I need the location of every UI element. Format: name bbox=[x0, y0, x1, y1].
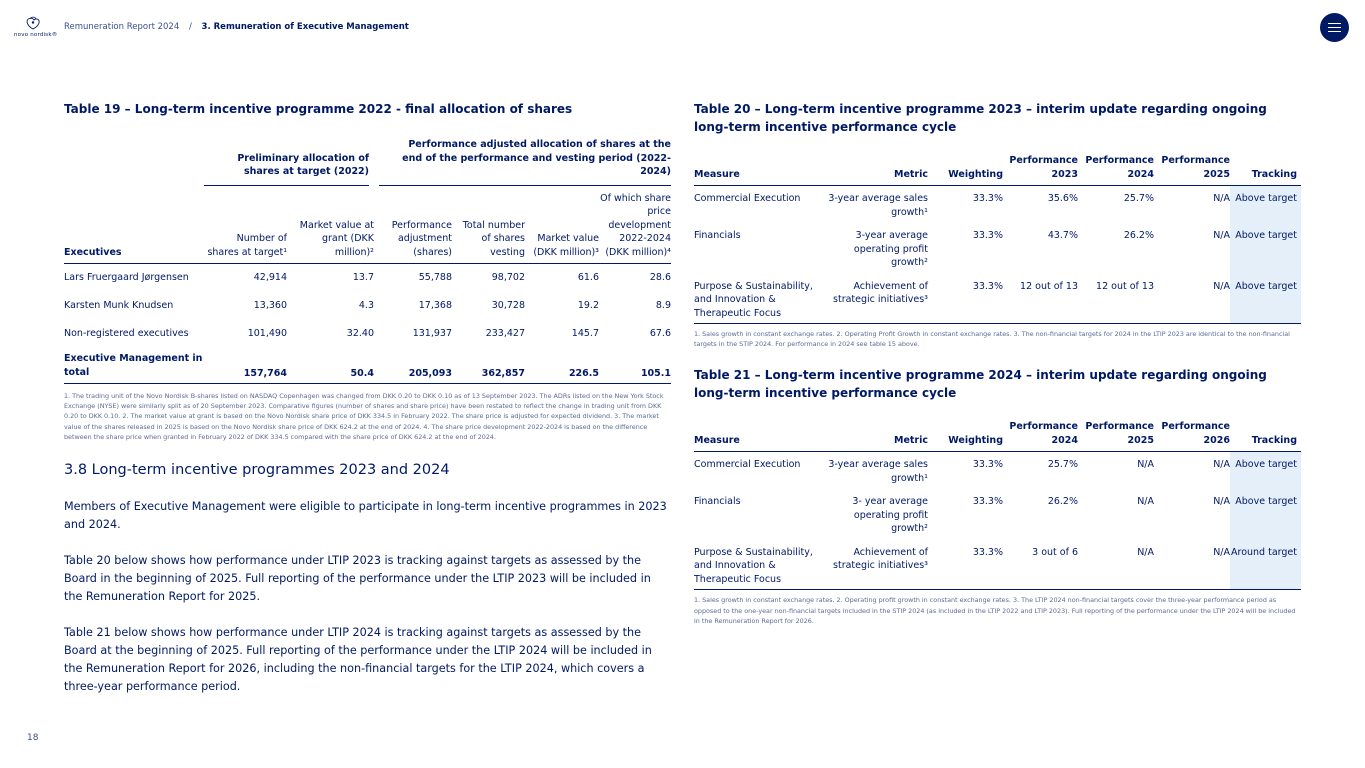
table21-cell: N/A bbox=[1137, 496, 1154, 508]
table20 bbox=[694, 154, 1301, 324]
table-row bbox=[64, 316, 671, 344]
table20-col-performance-2025: Performance 2025 bbox=[1161, 155, 1230, 180]
table19-cell: 28.6 bbox=[649, 272, 671, 283]
section-paragraph: Table 20 below shows how performance under LTIP 2023 is tracking against targets as assessed by the Board in the beginning of 2025. Full reporting of the performance under the LTIP 2023 will be included in the Remuneration Report for 2025. bbox=[64, 554, 651, 604]
table19-cell: 233,427 bbox=[485, 328, 525, 339]
table19-col-executives: Executives bbox=[64, 246, 122, 258]
table21-cell: Commercial Execution bbox=[694, 459, 801, 471]
table19-cell: 30,728 bbox=[491, 300, 525, 311]
table19-col-market-value: Market value (DKK million)³ bbox=[533, 233, 599, 258]
table19-cell: 61.6 bbox=[577, 272, 599, 283]
table19-cell: 145.7 bbox=[571, 328, 599, 339]
table-row bbox=[64, 264, 671, 289]
table19-col-share-price-development: Of which share price development 2022-2024 (DKK million)⁴ bbox=[600, 192, 671, 258]
table20-title: Table 20 – Long-term incentive programme 2023 – interim update regarding ongoing long-term incentive performance cycle bbox=[694, 102, 1267, 134]
table20-cell: N/A bbox=[1213, 230, 1230, 241]
table21-cell: Achievement of strategic initiatives³ bbox=[833, 546, 928, 572]
table20-cell: 35.6% bbox=[1047, 193, 1078, 204]
table19-cell: Karsten Munk Knudsen bbox=[64, 300, 174, 311]
table19-cell: Non-registered executives bbox=[64, 328, 189, 339]
table-row bbox=[694, 278, 1301, 324]
table19-col-market-value-grant: Market value at grant (DKK million)² bbox=[299, 219, 374, 258]
table21-cell: N/A bbox=[1137, 546, 1154, 558]
table20-cell: 12 out of 13 bbox=[1020, 280, 1078, 292]
breadcrumb bbox=[64, 22, 409, 32]
table20-cell: N/A bbox=[1213, 280, 1230, 292]
table19-group-preliminary: Preliminary allocation of shares at target (2022) bbox=[204, 138, 374, 185]
table20-col-measure: Measure bbox=[694, 168, 740, 180]
table19-total-cell: 362,857 bbox=[481, 368, 525, 379]
table19-total-cell: 50.4 bbox=[350, 368, 374, 379]
table21-col-metric: Metric bbox=[893, 434, 928, 446]
table21 bbox=[694, 420, 1301, 590]
table21-col-weighting: Weighting bbox=[948, 434, 1003, 446]
table19-total-cell: 205,093 bbox=[408, 368, 452, 379]
page-number: 18 bbox=[27, 733, 39, 743]
table20-cell: 43.7% bbox=[1047, 230, 1078, 241]
table20-cell: 25.7% bbox=[1123, 193, 1154, 204]
table19-cell: 4.3 bbox=[358, 300, 374, 311]
table19-group-performance: Performance adjusted allocation of shares at the end of the performance and vesting period (2022-2024) bbox=[374, 138, 671, 185]
table20-cell: N/A bbox=[1213, 193, 1230, 204]
table19-cell: 55,788 bbox=[418, 272, 452, 283]
table21-cell: 3 out of 6 bbox=[1032, 546, 1078, 558]
table19-total-row bbox=[64, 344, 671, 384]
table-row bbox=[64, 288, 671, 316]
table20-cell: 26.2% bbox=[1123, 230, 1154, 241]
table19-cell: 98,702 bbox=[491, 272, 525, 283]
table19-total-cell: 105.1 bbox=[640, 368, 671, 379]
table21-cell: 33.3% bbox=[972, 496, 1003, 508]
table21-footnote: 1. Sales growth in constant exchange rates. 2. Operating profit growth in constant exchange rates. 3. The LTIP 2024 non-financial targets cover the three-year performance period as opposed to the one-year non-financial targets included in the STIP 2024 (as included in the LTIP 2022 and LTIP 2023). Full reporting of the performance under the LTIP 2024 will be included in the Remuneration Report for 2026. bbox=[694, 596, 1296, 625]
table20-col-weighting: Weighting bbox=[948, 168, 1003, 180]
table19-cell: 13.7 bbox=[352, 272, 374, 283]
novo-nordisk-logo[interactable] bbox=[14, 16, 58, 40]
table19-total-cell: 157,764 bbox=[243, 368, 287, 379]
table19-cell: 19.2 bbox=[577, 300, 599, 311]
tracking-status: Above target bbox=[1230, 227, 1301, 278]
tracking-status: Above target bbox=[1230, 493, 1301, 544]
page-header bbox=[0, 0, 1365, 56]
breadcrumb-section[interactable]: 3. Remuneration of Executive Management bbox=[201, 22, 409, 32]
table20-col-performance-2024: Performance 2024 bbox=[1085, 155, 1154, 180]
table20-cell: Purpose & Sustainability, and Innovation & Therapeutic Focus bbox=[694, 280, 813, 319]
table-row bbox=[694, 452, 1301, 494]
table21-cell: N/A bbox=[1137, 459, 1154, 471]
table20-footnote: 1. Sales growth in constant exchange rates. 2. Operating Profit Growth in constant exchange rates. 3. The non-financial targets for 2024 in the LTIP 2023 are identical to the non-financial targets in the STIP 2024. For performance in 2024 see table 15 above. bbox=[694, 330, 1290, 349]
table20-cell: 12 out of 13 bbox=[1096, 280, 1154, 292]
left-column bbox=[64, 100, 671, 696]
table20-cell: Financials bbox=[694, 230, 741, 241]
apis-bull-icon bbox=[24, 16, 42, 32]
table20-col-metric: Metric bbox=[893, 168, 928, 180]
table20-cell: 33.3% bbox=[972, 193, 1003, 204]
table20-col-tracking: Tracking bbox=[1251, 168, 1297, 180]
table21-col-performance-2025: Performance 2025 bbox=[1085, 421, 1154, 446]
table19-footnote: 1. The trading unit of the Novo Nordisk B-shares listed on NASDAQ Copenhagen was changed from DKK 0.20 to DKK 0.10 as of 13 September 2023. The ADRs listed on the New York Stock Exchange (NYSE) were similarly split as of 20 September 2023. Comparative figures (number of shares and share price) have been restated to reflect the change in trading unit from DKK 0.20 to DKK 0.10. 2. The market value at grant is based on the Novo Nordisk share price of DKK 334.5 in February 2022. The share price is adjusted for expected dividend. 3. The market value of the shares released in 2025 is based on the Novo Nordisk share price of DKK 624.2 at the end of 2024. 4. The share price development 2022-2024 is based on the difference between the share price when granted in February 2022 of DKK 334.5 compared with the share price of DKK 624.2 at the end of 2024. bbox=[64, 392, 664, 441]
logo-text: novo nordisk® bbox=[14, 32, 58, 38]
menu-button[interactable] bbox=[1320, 13, 1349, 42]
table19-cell: 131,937 bbox=[412, 328, 452, 339]
table-row bbox=[694, 544, 1301, 590]
table21-cell: 3- year average operating profit growth² bbox=[852, 496, 928, 535]
table19-cell: 17,368 bbox=[418, 300, 452, 311]
table21-col-performance-2026: Performance 2026 bbox=[1161, 421, 1230, 446]
table19-cell: 8.9 bbox=[655, 300, 671, 311]
table21-cell: 33.3% bbox=[972, 546, 1003, 558]
table20-cell: Achievement of strategic initiatives³ bbox=[833, 280, 928, 305]
table21-cell: 33.3% bbox=[972, 459, 1003, 471]
table21-cell: Purpose & Sustainability, and Innovation & Therapeutic Focus bbox=[694, 546, 813, 585]
breadcrumb-separator: / bbox=[188, 22, 192, 32]
table20-col-performance-2023: Performance 2023 bbox=[1009, 155, 1078, 180]
table20-cell: 3-year average operating profit growth² bbox=[853, 230, 928, 268]
table21-cell: Financials bbox=[694, 496, 741, 508]
tracking-status: Around target bbox=[1230, 544, 1301, 590]
table21-cell: N/A bbox=[1213, 546, 1230, 558]
table19-title: Table 19 – Long-term incentive programme 2022 - final allocation of shares bbox=[64, 102, 573, 116]
section-title: 3.8 Long-term incentive programmes 2023 and 2024 bbox=[64, 462, 450, 479]
table-row bbox=[694, 186, 1301, 228]
table21-cell: N/A bbox=[1213, 459, 1230, 471]
table19-cell: 42,914 bbox=[253, 272, 287, 283]
table19-cell: 13,360 bbox=[253, 300, 287, 311]
table21-cell: 3-year average sales growth¹ bbox=[828, 459, 928, 484]
table-row bbox=[694, 493, 1301, 544]
table21-column-header bbox=[694, 420, 1301, 452]
table19-col-performance-adjustment: Performance adjustment (shares) bbox=[391, 219, 452, 258]
table19-cell: 67.6 bbox=[649, 328, 671, 339]
table21-col-performance-2024: Performance 2024 bbox=[1009, 421, 1078, 446]
table21-cell: 26.2% bbox=[1047, 496, 1078, 508]
table20-column-header bbox=[694, 154, 1301, 186]
section-paragraph: Members of Executive Management were eligible to participate in long-term incentive programmes in 2023 and 2024. bbox=[64, 500, 667, 532]
tracking-status: Above target bbox=[1230, 186, 1301, 228]
table19-col-shares-target: Number of shares at target¹ bbox=[207, 233, 287, 258]
table-row bbox=[694, 227, 1301, 278]
tracking-status: Above target bbox=[1230, 278, 1301, 324]
breadcrumb-report[interactable]: Remuneration Report 2024 bbox=[64, 22, 180, 32]
table21-col-measure: Measure bbox=[694, 434, 740, 446]
section-paragraph: Table 21 below shows how performance under LTIP 2024 is tracking against targets as assessed by the Board at the beginning of 2025. Full reporting of the performance under the LTIP 2024 will be included in the Remuneration Report for 2026, including the non-financial targets for the LTIP 2024, which covers a three-year performance period. bbox=[64, 626, 652, 694]
table21-cell: 25.7% bbox=[1047, 459, 1078, 471]
table19-cell: Lars Fruergaard Jørgensen bbox=[64, 272, 189, 283]
table21-cell: N/A bbox=[1213, 496, 1230, 508]
hamburger-menu-icon bbox=[1328, 23, 1341, 24]
tracking-status: Above target bbox=[1230, 452, 1301, 494]
table19-group-header bbox=[64, 138, 671, 185]
table19-col-total-shares: Total number of shares vesting bbox=[462, 219, 525, 258]
table21-col-tracking: Tracking bbox=[1251, 434, 1297, 446]
table19-cell: 101,490 bbox=[247, 328, 287, 339]
table20-cell: 3-year average sales growth¹ bbox=[828, 193, 928, 218]
table19-cell: 32.40 bbox=[346, 328, 374, 339]
table19-total-cell: 226.5 bbox=[568, 368, 599, 379]
table21-title: Table 21 – Long-term incentive programme 2024 – interim update regarding ongoing long-term incentive performance cycle bbox=[694, 368, 1267, 401]
table20-cell: 33.3% bbox=[972, 230, 1003, 241]
table19-total-label: Executive Management in total bbox=[64, 353, 203, 378]
right-column bbox=[694, 100, 1301, 626]
table19 bbox=[64, 138, 671, 384]
table20-cell: 33.3% bbox=[972, 280, 1003, 292]
table19-column-header bbox=[64, 185, 671, 264]
table20-cell: Commercial Execution bbox=[694, 193, 801, 204]
